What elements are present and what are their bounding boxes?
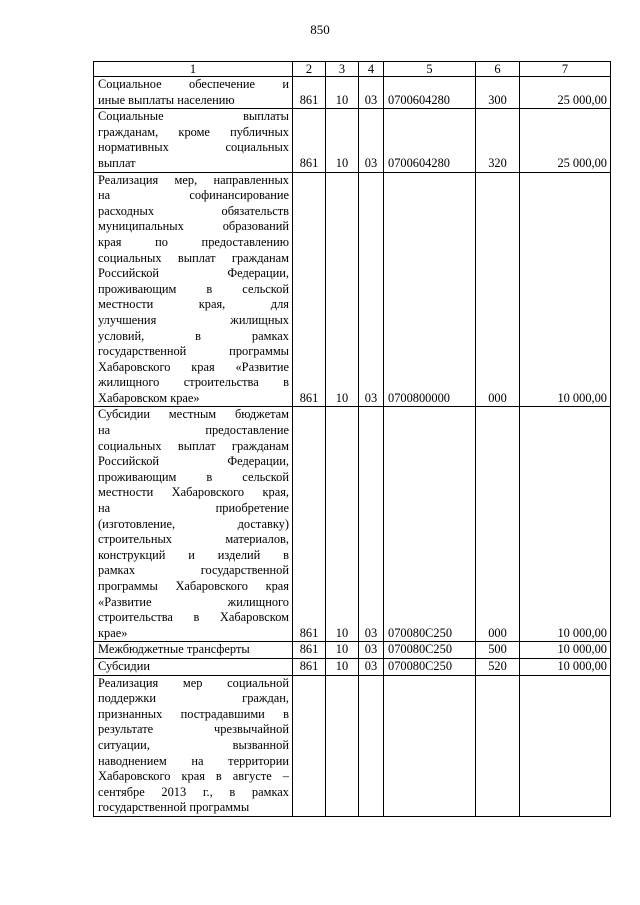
row-name-line: строительства в Хабаровском <box>98 610 289 625</box>
row-name-line: (изготовление, доставку) <box>98 516 289 531</box>
row-name-cell <box>94 407 293 642</box>
row-name-line: конструкций и изделий в <box>98 547 289 562</box>
section-code-cell: 10 <box>326 658 359 675</box>
header-cell-5: 5 <box>384 62 476 77</box>
page-number: 850 <box>310 22 330 37</box>
expense-type-cell: 000 <box>476 407 520 642</box>
row-name-line: Российской Федерации, <box>98 454 289 469</box>
chapter-code-cell: 861 <box>293 407 326 642</box>
target-article-cell: 0700604280 <box>384 77 476 109</box>
expense-type-cell: 000 <box>476 172 520 407</box>
row-name-line: на приобретение <box>98 501 289 516</box>
row-name-line: проживающим в сельской <box>98 281 289 296</box>
expense-type-cell <box>476 675 520 816</box>
target-article-cell: 070080С250 <box>384 407 476 642</box>
row-name-line: нормативных социальных <box>98 140 289 155</box>
row-name-line: на предоставление <box>98 423 289 438</box>
row-name-line: Субсидии <box>98 658 150 673</box>
row-name-line: Российской Федерации, <box>98 266 289 281</box>
row-name-line: строительных материалов, <box>98 532 289 547</box>
subsection-code-cell: 03 <box>359 658 384 675</box>
row-name-line: муниципальных образований <box>98 219 289 234</box>
amount-cell: 10 000,00 <box>520 642 611 659</box>
section-code-cell: 10 <box>326 109 359 172</box>
row-name-line: местности края, для <box>98 297 289 312</box>
chapter-code-cell: 861 <box>293 109 326 172</box>
row-name-line: гражданам, кроме публичных <box>98 124 289 139</box>
row-name-line: расходных обязательств <box>98 203 289 218</box>
table-header-row <box>94 62 611 77</box>
row-name-line: государственной программы <box>98 800 250 815</box>
row-name-line: «Развитие жилищного <box>98 594 289 609</box>
amount-cell: 10 000,00 <box>520 172 611 407</box>
expense-type-cell: 320 <box>476 109 520 172</box>
section-code-cell: 10 <box>326 642 359 659</box>
table-row <box>94 658 611 675</box>
budget-table <box>93 61 611 817</box>
row-name-cell <box>94 172 293 407</box>
row-name-line: ситуации, вызванной <box>98 737 289 752</box>
table-row <box>94 407 611 642</box>
subsection-code-cell: 03 <box>359 642 384 659</box>
row-name-line: государственной программы <box>98 344 289 359</box>
row-name-cell <box>94 642 293 659</box>
row-name-line: крае» <box>98 625 128 640</box>
row-name-line: Хабаровского края в августе – <box>98 769 289 784</box>
table-row <box>94 642 611 659</box>
row-name-line: наводнением на территории <box>98 753 289 768</box>
row-name-line: иные выплаты населению <box>98 92 235 107</box>
row-name-line: Реализация мер социальной <box>98 675 289 690</box>
row-name-line: Реализация мер, направленных <box>98 172 289 187</box>
row-name-line: социальных выплат гражданам <box>98 438 289 453</box>
amount-cell <box>520 675 611 816</box>
section-code-cell: 10 <box>326 77 359 109</box>
chapter-code-cell: 861 <box>293 658 326 675</box>
header-cell-6: 6 <box>476 62 520 77</box>
row-name-line: Хабаровском крае» <box>98 390 200 405</box>
table-row <box>94 77 611 109</box>
row-name-line: Социальные выплаты <box>98 109 289 124</box>
row-name-line: улучшения жилищных <box>98 312 289 327</box>
amount-cell: 25 000,00 <box>520 77 611 109</box>
row-name-line: выплат <box>98 155 136 170</box>
chapter-code-cell: 861 <box>293 642 326 659</box>
section-code-cell <box>326 675 359 816</box>
amount-cell: 10 000,00 <box>520 658 611 675</box>
section-code-cell: 10 <box>326 407 359 642</box>
row-name-line: поддержки граждан, <box>98 691 289 706</box>
row-name-line: Социальное обеспечение и <box>98 77 289 91</box>
table-row <box>94 109 611 172</box>
row-name-cell <box>94 109 293 172</box>
row-name-cell <box>94 77 293 109</box>
row-name-cell <box>94 658 293 675</box>
row-name-line: результате чрезвычайной <box>98 722 289 737</box>
row-name-line: программы Хабаровского края <box>98 579 289 593</box>
row-name-line: жилищного строительства в <box>98 375 289 390</box>
table-row <box>94 675 611 816</box>
header-cell-4: 4 <box>359 62 384 77</box>
section-code-cell: 10 <box>326 172 359 407</box>
chapter-code-cell: 861 <box>293 77 326 109</box>
row-name-line: признанных пострадавшими в <box>98 706 289 721</box>
target-article-cell: 0700800000 <box>384 172 476 407</box>
target-article-cell: 0700604280 <box>384 109 476 172</box>
chapter-code-cell <box>293 675 326 816</box>
row-name-line: рамках государственной <box>98 563 289 578</box>
row-name-line: условий, в рамках <box>98 328 289 343</box>
subsection-code-cell: 03 <box>359 77 384 109</box>
expense-type-cell: 500 <box>476 642 520 659</box>
subsection-code-cell: 03 <box>359 407 384 642</box>
table-row <box>94 172 611 407</box>
chapter-code-cell: 861 <box>293 172 326 407</box>
header-cell-2: 2 <box>293 62 326 77</box>
target-article-cell: 070080С250 <box>384 642 476 659</box>
header-cell-3: 3 <box>326 62 359 77</box>
row-name-line: социальных выплат гражданам <box>98 250 289 265</box>
row-name-line: проживающим в сельской <box>98 469 289 484</box>
subsection-code-cell: 03 <box>359 172 384 407</box>
target-article-cell <box>384 675 476 816</box>
header-cell-7: 7 <box>520 62 611 77</box>
expense-type-cell: 300 <box>476 77 520 109</box>
amount-cell: 25 000,00 <box>520 109 611 172</box>
expense-type-cell: 520 <box>476 658 520 675</box>
row-name-line: Межбюджетные трансферты <box>98 642 250 657</box>
row-name-line: местности Хабаровского края, <box>98 485 289 500</box>
row-name-line: на софинансирование <box>98 188 289 203</box>
target-article-cell: 070080С250 <box>384 658 476 675</box>
header-cell-1: 1 <box>94 62 293 77</box>
subsection-code-cell <box>359 675 384 816</box>
row-name-line: Субсидии местным бюджетам <box>98 407 289 422</box>
amount-cell: 10 000,00 <box>520 407 611 642</box>
row-name-cell <box>94 675 293 816</box>
subsection-code-cell: 03 <box>359 109 384 172</box>
row-name-line: края по предоставлению <box>98 234 289 249</box>
row-name-line: Хабаровского края «Развитие <box>98 359 289 374</box>
row-name-line: сентябре 2013 г., в рамках <box>98 784 289 799</box>
